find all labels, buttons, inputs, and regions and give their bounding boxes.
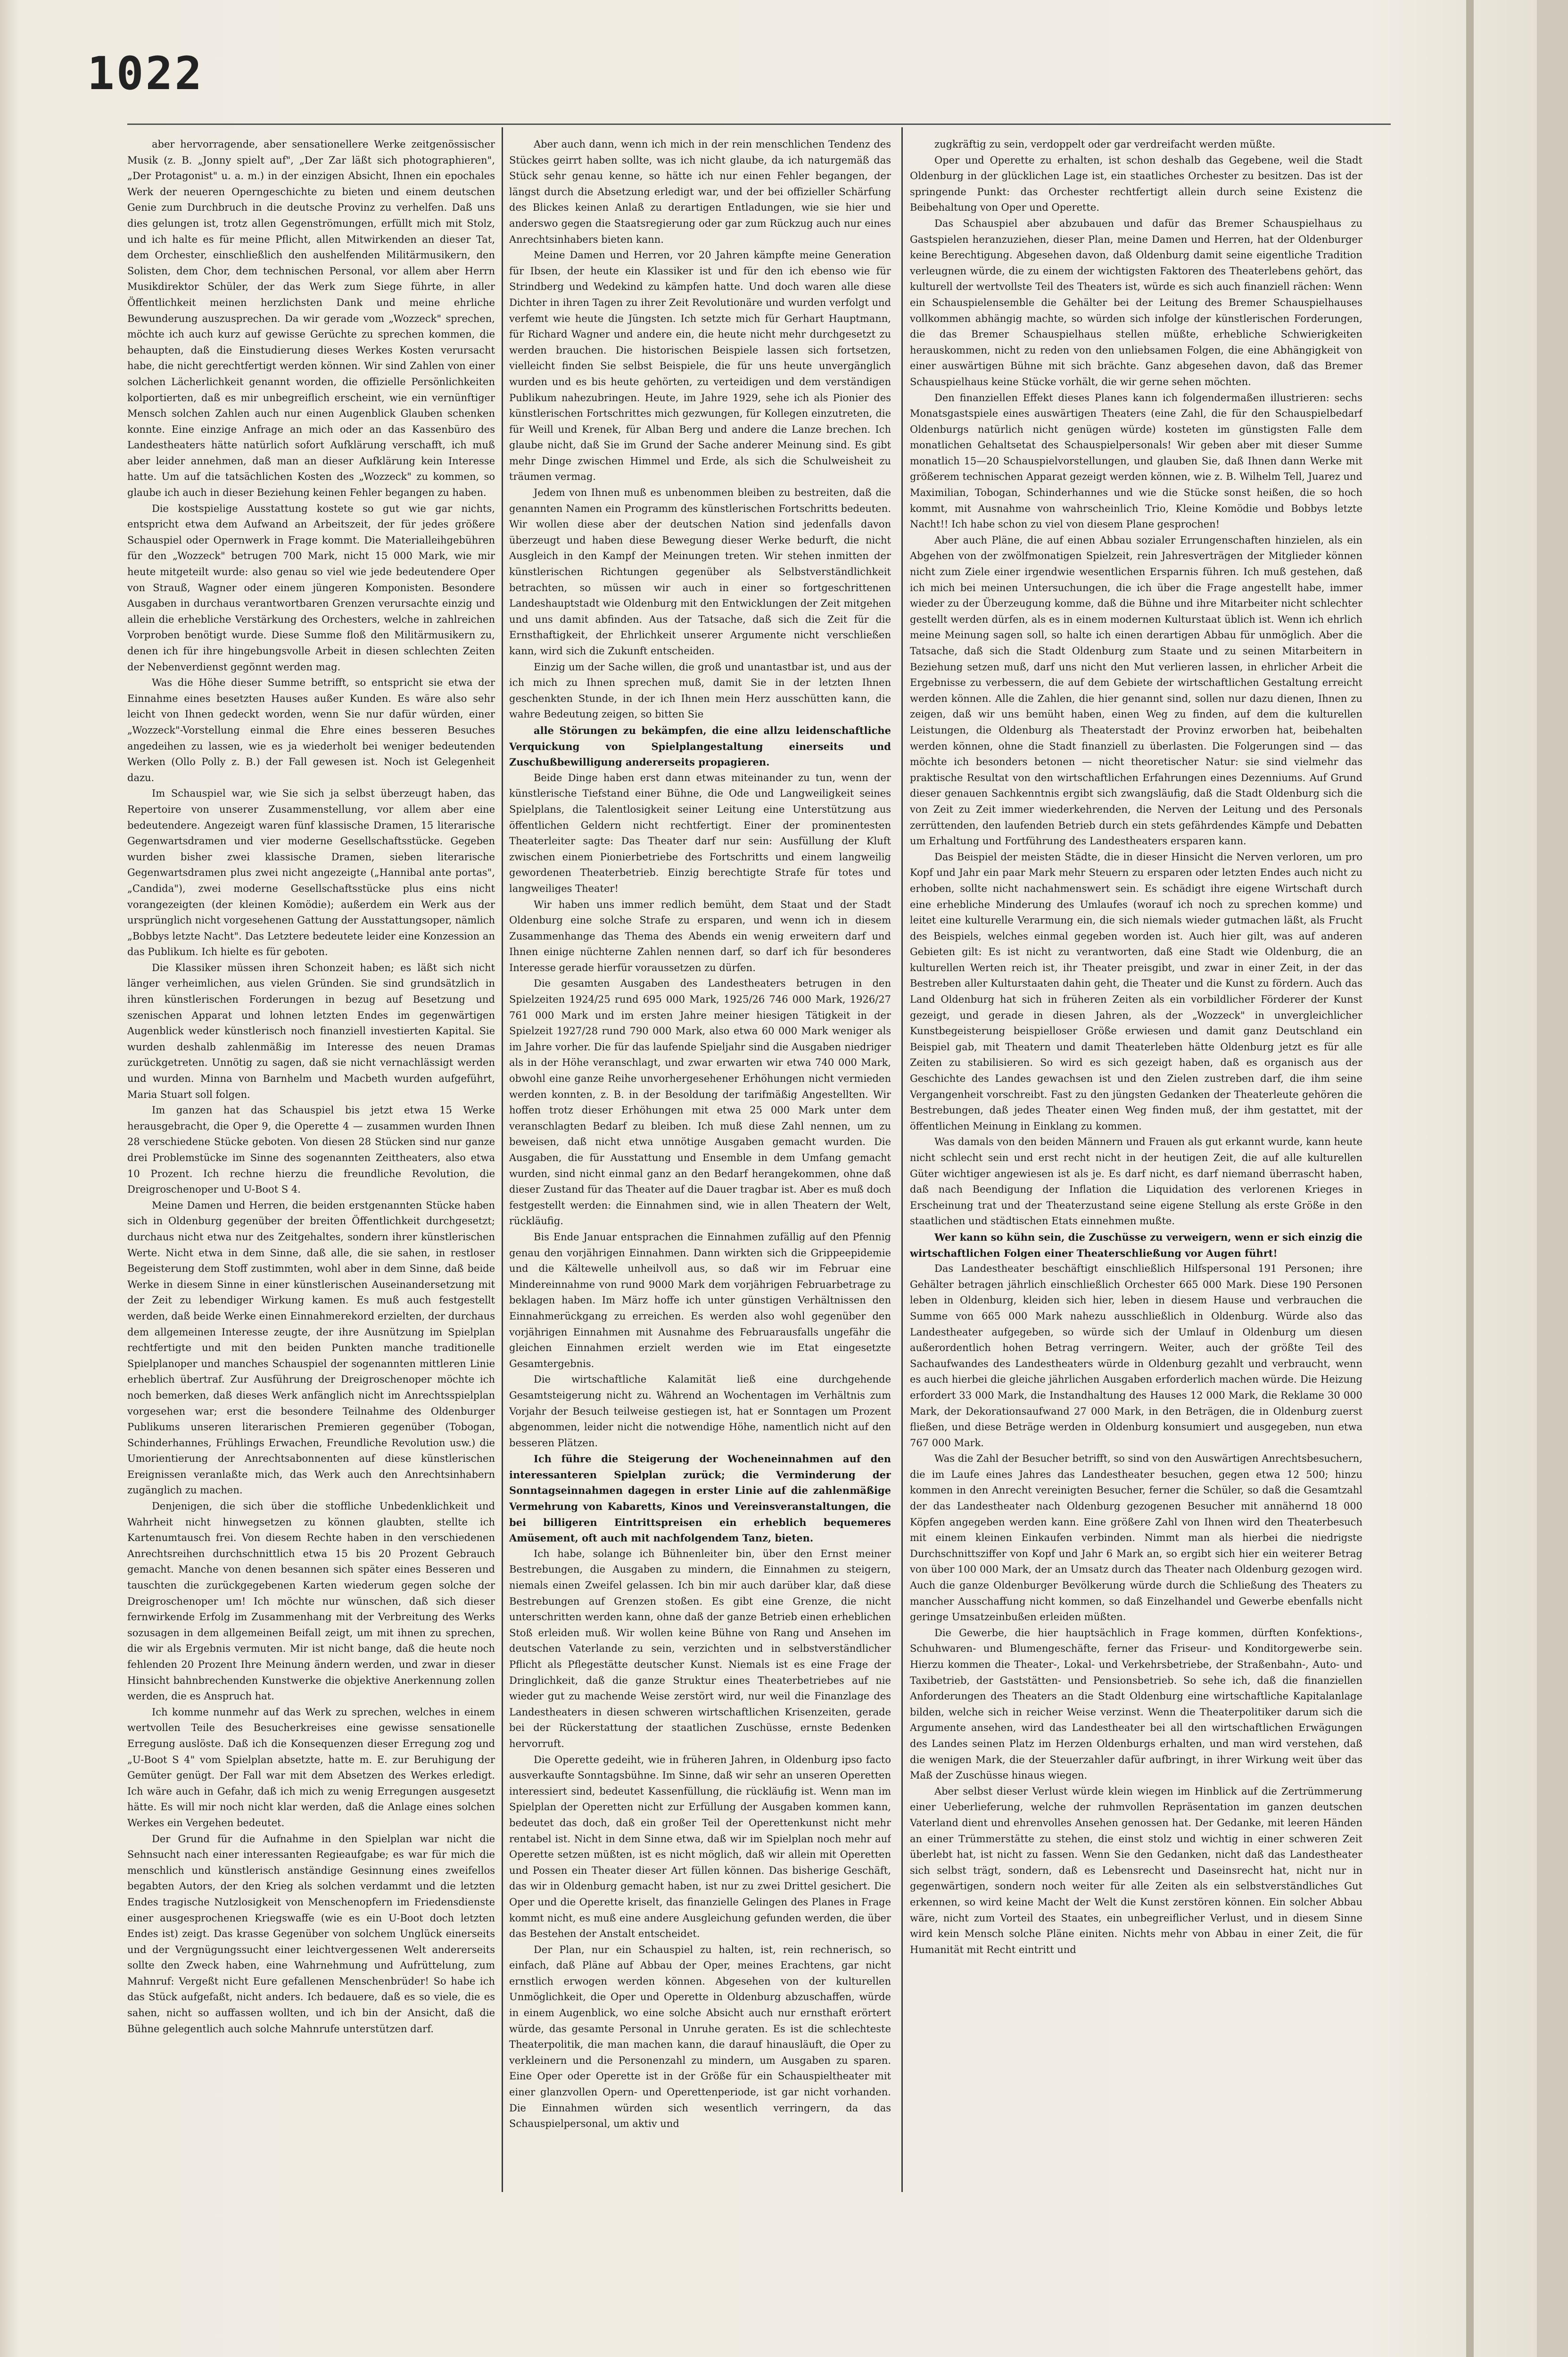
paragraph: Die Gewerbe, die hier hauptsächlich in Frage kommen, dürften Konfektions-, Schuhwaren- und Blumengeschäfte, ferner das Friseur- und Konditorgewerbe sein. Hierzu kommen die Theater-, Lokal- und Verkehrsbetriebe, der Straßenbahn-, Auto- und Taxibetrieb, der Gaststätten- und Pensionsbetrieb. So sehe ich, daß die finanziellen Anforderungen des Theaters an die Stadt Oldenburg eine wirtschaftliche Kapitalanlage bilden, welche sich in reicher Weise verzinst. Wenn die Theaterpolitiker darum sich die Argumente ansehen, wird das Landestheater bei all den wirtschaftlichen Erwägungen des Landes seinen Platz im Herzen Oldenburgs erhalten, und man wird verstehen, daß die wenigen Mark, die der Steuerzahler dafür aufbringt, in ihrer Wirkung weit über das Maß der Zuschüsse hinaus wiegen.	[910, 1627, 1362, 1781]
paragraph: Jedem von Ihnen muß es unbenommen bleiben zu bestreiten, daß die genannten Namen ein Programm des künstlerischen Fortschritts bedeuten. Wir wollen diese aber der deutschen Nation sind jedenfalls davon überzeugt und haben diese Bewegung dieser Werke bedurft, die nicht Ausgleich in den Kampf der Meinungen treten. Wir stehen inmitten der künstlerischen Richtungen gegenüber als Selbstverständlichkeit betrachten, so müssen wir auch in einer so fortgeschrittenen Landeshauptstadt wie Oldenburg mit den Entwicklungen der Zeit mitgehen und uns damit abfinden. Aus der Tatsache, daß sich die Zeit für die Ernsthaftigkeit, der Ehrlichkeit unserer Argumente nicht verschließen kann, wird sich die Zukunft entscheiden.	[509, 487, 891, 657]
paragraph: Oper und Operette zu erhalten, ist schon deshalb das Gegebene, weil die Stadt Oldenburg in der glücklichen Lage ist, ein staatliches Orchester zu besitzen. Das ist der springende Punkt: das Orchester rechtfertigt allein durch seine Existenz die Beibehaltung von Oper und Operette.	[910, 154, 1362, 214]
paragraph: Was damals von den beiden Männern und Frauen als gut erkannt wurde, kann heute nicht schlecht sein und erst recht nicht in der heutigen Zeit, die auf alle kulturellen Güter wichtiger angewiesen ist als je. Es darf nicht, es darf niemand überrascht haben, daß nach Beendigung der Inflation die Liquidation des verlorenen Krieges in Erscheinung trat und der Theaterzustand seine eigene Stellung als erste Größe in den staatlichen und städtischen Etats einnehmen mußte.	[910, 1136, 1362, 1227]
paragraph: Den finanziellen Effekt dieses Planes kann ich folgendermaßen illustrieren: sechs Monatsgastspiele eines auswärtigen Theaters (eine Zahl, die für den Schauspielbedarf Oldenburgs natürlich nicht genügen würde) kosteten im günstigsten Falle dem monatlichen Gehaltsetat des Schauspielpersonals! Wir geben aber mit dieser Summe monatlich 15—20 Schauspielvorstellungen, und glauben Sie, daß Ihnen dann Werke mit größerem technischen Apparat gezeigt werden können, wie z. B. Wilhelm Tell, Juarez und Maximilian, Tobogan, Schinderhannes und wie die Stücke sonst heißen, die so hoch kommt, mit Ausnahme von wahrscheinlich Trio, Kleine Komödie und Bobbys letzte Nacht!! Ich habe schon zu viel von diesem Plane gesprochen!	[910, 392, 1362, 530]
text-column-3	[910, 137, 1362, 2187]
column-rule	[502, 127, 503, 2192]
paragraph: Aber selbst dieser Verlust würde klein wiegen im Hinblick auf die Zertrümmerung einer Ueberlieferung, welche der ruhmvollen Repräsentation im ganzen deutschen Vaterland dient und ehrenvolles Ansehen genossen hat. Der Gedanke, mit leeren Händen an einer Trümmerstätte zu stehen, die einst stolz und wichtig in einer schweren Zeit überlebt hat, ist nicht zu fassen. Wenn Sie den Gedanken, nicht daß das Landestheater sich selbst trägt, sondern, daß es Lebensrecht und Daseinsrecht hat, nicht nur in gegenwärtigen, sondern noch weiter für alle Zeiten als ein selbstverständliches Gut erkennen, so wird keine Macht der Welt die Kunst zerstören können. Ein solcher Abbau wäre, nicht zum Vorteil des Staates, ein unbegreiflicher Verlust, und in diesem Sinne wird kein Mensch solche Pläne einiten. Nichts mehr von Abbau in einer Zeit, die für Humanität mit Recht eintritt und	[910, 1785, 1362, 1955]
paragraph: Was die Zahl der Besucher betrifft, so sind von den Auswärtigen Anrechtsbesuchern, die im Laufe eines Jahres das Landestheater besuchen, gegen etwa 12 500; hinzu kommen in den Anrecht vereinigten Besucher, ferner die Schüler, so daß die Gesamtzahl der das Landestheater nach Oldenburg gezogenen Besucher mit annähernd 18 000 Köpfen angegeben werden kann. Eine größere Zahl von Ihnen wird den Theaterbesuch mit einem kleinen Einkaufen verbinden. Nimmt man als hierbei die niedrigste Durchschnittsziffer von Kopf und Jahr 6 Mark an, so ergibt sich hier ein weiterer Betrag von über 100 000 Mark, der an Umsatz durch das Theater nach Oldenburg gezogen wird. Auch die ganze Oldenburger Bevölkerung würde durch die Schließung des Theaters zu mancher Ausschaffung nicht kommen, so daß Einzelhandel und Gewerbe ebenfalls nicht geringe Umsatzeinbußen erleiden müßten.	[910, 1453, 1362, 1623]
paragraph: Bis Ende Januar entsprachen die Einnahmen zufällig auf den Pfennig genau den vorjährigen Einnahmen. Dann wirkten sich die Grippeepidemie und die Kältewelle unheilvoll aus, so daß wir im Februar eine Mindereinnahme von rund 9000 Mark dem vorjährigen Februarbetrage zu beklagen haben. Im März hoffe ich unter günstigen Verhältnissen den Einnahmerückgang zu erreichen. Es werden also wohl gegenüber den vorjährigen Einnahmen mit Ausnahme des Februarausfalls ungefähr die gleichen Einnahmen erzielt werden wie im Etat eingesetzte Gesamtergebnis.	[509, 1231, 891, 1369]
paragraph: Wir haben uns immer redlich bemüht, dem Staat und der Stadt Oldenburg eine solche Strafe zu ersparen, und wenn ich in diesem Zusammenhange das Thema des Abends ein wenig erweitern darf und Ihnen einige nüchterne Zahlen nennen darf, so darf ich für besonderes Interesse gerade hierfür voraussetzen zu dürfen.	[509, 898, 891, 973]
page-number: 1022	[87, 47, 204, 100]
paragraph: Meine Damen und Herren, die beiden erstgenannten Stücke haben sich in Oldenburg gegenüber der breiten Öffentlichkeit durchgesetzt; durchaus nicht etwa nur des Zeitgehaltes, sondern ihrer künstlerischen Werte. Nicht etwa in dem Sinne, daß alle, die sie sahen, in restloser Begeisterung dem Stoff zustimmten, wohl aber in dem Sinne, daß beide Werke in diesem Sinne in einer künstlerischen Auseinandersetzung mit der Zeit zu lebendiger Wirkung kamen. Es muß auch festgestellt werden, daß beide Werke einen Einnahmerekord erzielten, der durchaus dem allgemeinen Interesse zeugte, der ihre Ausnützung im Spielplan rechtfertigte und mit den beiden Punkten manche traditionelle Spielplanoper und manches Schauspiel der sogenannten mittleren Linie erheblich übertraf. Zur Ausführung der Dreigroschenoper möchte ich noch bemerken, daß dieses Werk anfänglich nicht im Anrechtsspielplan vorgesehen war; erst die besondere Teilnahme des Oldenburger Publikums unseren literarischen Premieren gegenüber (Tobogan, Schinderhannes, Frühlings Erwachen, Freundliche Revolution usw.) die Umorientierung der Anrechtsabonnenten auf diese künstlerischen Ereignissen veranlaßte mich, das Werk auch den Anrechtsinhabern zugänglich zu machen.	[127, 1199, 495, 1496]
paragraph: Was die Höhe dieser Summe betrifft, so entspricht sie etwa der Einnahme eines besetzten Hauses außer Kunden. Es wäre also sehr leicht von Ihnen gedeckt worden, wenn Sie nur dafür würden, einer „Wozzeck"-Vorstellung einmal die Ehre eines besseren Besuches angedeihen zu lassen, wie es ja wiederholt bei weniger bedeutenden Werken (Ollo Polly z. B.) der Fall gewesen ist. Noch ist Gelegenheit dazu.	[127, 677, 495, 783]
paragraph: Aber auch Pläne, die auf einen Abbau sozialer Errungenschaften hinzielen, als ein Abgehen von der zwölfmonatigen Spielzeit, rein Jahresverträgen der Mitglieder können nicht zum Ziele einer irgendwie wesentlichen Ersparnis führen. Ich muß gestehen, daß ich mich bei meinen Untersuchungen, die ich über die Frage angestellt habe, immer wieder zu der Überzeugung komme, daß die Bühne und ihre Mitarbeiter nicht schlechter gestellt werden dürfen, als es in einem modernen Kulturstaat üblich ist. Wenn ich ehrlich meine Meinung sagen soll, so halte ich einen derartigen Abbau für unmöglich. Aber die Tatsache, daß sich die Stadt Oldenburg zum Staate und zu seinen Mitarbeitern in Beziehung setzen muß, darf uns nicht den Mut verlieren lassen, in ehrlicher Arbeit die Ergebnisse zu verbessern, die auf dem Gebiete der wirtschaftlichen Gestaltung erreicht werden können. Alle die Zahlen, die hier genannt sind, sollen nur dazu dienen, Ihnen zu zeigen, daß wir uns bemüht haben, einen Weg zu finden, auf dem die kulturellen Leistungen, die Oldenburg als Theaterstadt der Provinz erworben hat, beibehalten werden können, ohne die Stadt finanziell zu überlasten. Die Folgerungen sind — das möchte ich besonders betonen — nicht theoretischer Natur: sie sind vielmehr das praktische Resultat von den wirtschaftlichen Erfahrungen eines Dezenniums. Auf Grund dieser genauen Sachkenntnis ergibt sich zwangsläufig, daß die Stadt Oldenburg sich die von Zeit zu Zeit immer wiederkehrenden, die Nerven der Leitung und des Personals zerrüttenden, den laufenden Betrieb durch ein stets gefährdendes Kämpfe und Debatten um Erhaltung und Fortführung des Landestheaters ersparen kann.	[910, 534, 1362, 847]
column-rule	[901, 127, 903, 2192]
paragraph: Im Schauspiel war, wie Sie sich ja selbst überzeugt haben, das Repertoire von unserer Zusammenstellung, vor allem aber eine bedeutendere. Angezeigt waren fünf klassische Dramen, 15 literarische Gegenwartsdramen und vier moderne Gesellschaftsstücke. Gegeben wurden bisher zwei klassische Dramen, sieben literarische Gegenwartsdramen plus zwei nicht angezeigte („Hannibal ante portas", „Candida"), zwei moderne Gesellschaftsstücke plus eins nicht vorangezeigten (der kleinen Komödie); außerdem ein Werk aus der ursprünglich nicht vorgesehenen Gattung der Ausstattungsoper, nämlich „Bobbys letzte Nacht". Das Letztere bedeutete leider eine Konzession an das Publikum. Ich hielte es für geboten.	[127, 788, 495, 958]
paragraph: Ich komme nunmehr auf das Werk zu sprechen, welches in einem wertvollen Teile des Besucherkreises eine gewisse sensationelle Erregung auslöste. Daß ich die Konsequenzen dieser Erregung zog und „U-Boot S 4" vom Spielplan absetzte, hatte m. E. zur Beruhigung der Gemüter genügt. Der Fall war mit dem Absetzen des Werkes erledigt. Ich wäre auch in Gefahr, daß ich mich zu wenig Erregungen ausgesetzt hätte. Es will mir noch nicht klar werden, daß die Anlage eines solchen Werkes ein Vergehen bedeutet.	[127, 1706, 495, 1829]
paragraph: Ich führe die Steigerung der Wocheneinnahmen auf den interessanteren Spielplan zurück; die Verminderung der Sonntagseinnahmen dagegen in erster Linie auf die zahlenmäßige Vermehrung von Kabaretts, Kinos und Vereinsveranstaltungen, die bei billigeren Eintrittspreisen ein erheblich bequemeres Amüsement, oft auch mit nachfolgendem Tanz, bieten.	[509, 1453, 891, 1544]
paragraph: Die kostspielige Ausstattung kostete so gut wie gar nichts, entspricht etwa dem Aufwand an Arbeitszeit, der für jedes größere Schauspiel oder Opernwerk in Frage kommt. Die Materialleihgebühren für den „Wozzeck" betrugen 700 Mark, nicht 15 000 Mark, wie mir heute mitgeteilt wurde: also genau so viel wie jede bedeutendere Oper von Strauß, Wagner oder einem jüngeren Komponisten. Besondere Ausgaben in durchaus verantwortbaren Grenzen verursachte einzig und allein die erhebliche Verstärkung des Orchesters, welche in zahlreichen Vorproben benötigt wurde. Diese Summe floß den Militärmusikern zu, denen ich für ihre hingebungsvolle Arbeit in diesen schlechten Zeiten der Nebenverdienst gegönnt werden mag.	[127, 503, 495, 673]
paragraph: alle Störungen zu bekämpfen, die eine allzu leidenschaftliche Verquickung von Spielplangestaltung einerseits und Zuschußbewilligung andererseits propagieren.	[509, 724, 891, 768]
paragraph: Wer kann so kühn sein, die Zuschüsse zu verweigern, wenn er sich einzig die wirtschaftlichen Folgen einer Theaterschließung vor Augen führt!	[910, 1231, 1362, 1259]
paragraph: Einzig um der Sache willen, die groß und unantastbar ist, und aus der ich mich zu Ihnen sprechen muß, damit Sie in der letzten Ihnen geschenkten Stunde, in der ich Ihnen mein Herz ausschütten kann, die wahre Bedeutung zeigen, so bitten Sie	[509, 661, 891, 720]
header-rule	[127, 124, 1391, 125]
paragraph: Der Grund für die Aufnahme in den Spielplan war nicht die Sehnsucht nach einer interessanten Regieaufgabe; es war für mich die menschlich und künstlerisch anständige Gesinnung eines zweifellos begabten Autors, der den Krieg als solchen verdammt und die letzten Endes tragische Nutzlosigkeit von Menschenopfern im Friedensdienste einer ausgesprochenen Kriegswaffe (wie es ein U-Boot doch letzten Endes ist) zeigt. Das krasse Gegenüber von solchem Unglück einerseits und der Vergnügungssucht einer leichtvergessenen Welt andererseits sollte den Zweck haben, eine Wahrnehmung und Aufrüttelung, zum Mahnruf: Vergeßt nicht Eure gefallenen Menschenbrüder! So habe ich das Stück aufgefaßt, nicht anders. Ich bedauere, daß es so viele, die es sahen, nicht so auffassen wollten, und ich bin der Ansicht, daß die Bühne gelegentlich auch solche Mahnrufe unterstützen darf.	[127, 1833, 495, 2035]
paragraph: Meine Damen und Herren, vor 20 Jahren kämpfte meine Generation für Ibsen, der heute ein Klassiker ist und für den ich ebenso wie für Strindberg und Wedekind zu kämpfen hatte. Und doch waren alle diese Dichter in ihren Tagen zu ihrer Zeit Revolutionäre und wurden verfolgt und verfemt wie heute die Jüngsten. Ich setzte mich für Gerhart Hauptmann, für Richard Wagner und andere ein, die heute nicht mehr durchgesetzt zu werden brauchen. Die historischen Beispiele lassen sich fortsetzen, vielleicht finden Sie selbst Beispiele, die für uns heute unvergänglich wurden und es bis heute gehörten, zu verteidigen und dem verständigen Publikum nahezubringen. Heute, im Jahre 1929, sehe ich als Pionier des künstlerischen Fortschrittes mich gezwungen, für Kollegen einzutreten, die für Weill und Krenek, für Alban Berg und andere die Lanze brechen. Ich glaube nicht, daß Sie im Grund der Sache anderer Meinung sind. Es gibt mehr Dinge zwischen Himmel und Erde, als sich die Schulweisheit zu träumen vermag.	[509, 249, 891, 483]
paragraph: Das Schauspiel aber abzubauen und dafür das Bremer Schauspielhaus zu Gastspielen heranzuziehen, dieser Plan, meine Damen und Herren, hat der Oldenburger keine Berechtigung. Abgesehen davon, daß Oldenburg damit seine eigentliche Tradition verleugnen würde, die zu einem der wichtigsten Faktoren des Theaterlebens gehört, das kulturell der wertvollste Teil des Theaters ist, würde es sich auch finanziell rächen: Wenn ein Schauspielensemble die Gehälter bei der Leitung des Bremer Schauspielhauses vollkommen abhängig machte, so würden sich infolge der künstlerischen Forderungen, die das Bremer Schauspielhaus stellen müßte, erhebliche Schwierigkeiten herauskommen, nicht zu reden von den unliebsamen Folgen, die eine Abhängigkeit von einer auswärtigen Bühne mit sich brächte. Ganz abgesehen davon, daß das Bremer Schauspielhaus keine Stücke vorhält, die wir gerne sehen möchten.	[910, 217, 1362, 387]
paragraph: Das Landestheater beschäftigt einschließlich Hilfspersonal 191 Personen; ihre Gehälter betragen jährlich einschließlich Orchester 665 000 Mark. Diese 190 Personen leben in Oldenburg, kleiden sich hier, leben in diesem Hause und verbrauchen die Summe von 665 000 Mark nahezu ausschließlich in Oldenburg. Würde also das Landestheater aufgegeben, so würde sich der Umlauf in Oldenburg um diesen außerordentlich hohen Betrag verringern. Weiter, auch der größte Teil des Sachaufwandes des Landestheaters würde in Oldenburg gezahlt und verbraucht, wenn es auch hierbei die gleiche jährlichen Ausgaben erforderlich machen würde. Die Heizung erfordert 33 000 Mark, die Instandhaltung des Hauses 12 000 Mark, die Reklame 30 000 Mark, der Dekorationsaufwand 27 000 Mark, in den Beträgen, die in Oldenburg zuerst fließen, und diese Beträge werden in Oldenburg konsumiert und ausgegeben, nun etwa 767 000 Mark.	[910, 1263, 1362, 1449]
paragraph: Beide Dinge haben erst dann etwas miteinander zu tun, wenn der künstlerische Tiefstand einer Bühne, die Ode und Langweiligkeit seines Spielplans, die Talentlosigkeit seiner Leitung eine Unterstützung aus öffentlichen Geldern nicht rechtfertigt. Einer der prominentesten Theaterleiter sagte: Das Theater darf nur sein: Ausfüllung der Kluft zwischen einem Pionierbetriebe des Fortschritts und einem langweilig gewordenen Theaterbetrieb. Einzig berechtigte Strafe für totes und langweiliges Theater!	[509, 772, 891, 894]
page-margin	[1537, 0, 1568, 2357]
paragraph: Das Beispiel der meisten Städte, die in dieser Hinsicht die Nerven verloren, um pro Kopf und Jahr ein paar Mark mehr Steuern zu ersparen oder letzten Endes auch nicht zu erhoben, sollte nicht nachahmenswert sein. Es schädigt ihre eigene Wirtschaft durch eine erhebliche Minderung des Umlaufes (worauf ich noch zu sprechen komme) und leitet eine kulturelle Verarmung ein, die sich niemals wieder gutmachen läßt, als Frucht des Beispiels, welches einmal gegeben worden ist. Auch hier gilt, was auf anderen Gebieten gilt: Es ist nicht zu verantworten, daß eine Stadt wie Oldenburg, die an kulturellen Werten reich ist, ihr Theater preisgibt, und zwar in einer Zeit, in der das Bestreben aller Kulturstaaten dahin geht, die Theater und die Kunst zu fördern. Auch das Land Oldenburg hat sich in früheren Zeiten als ein vorbildlicher Förderer der Kunst gezeigt, und gerade in diesen Jahren, als der „Wozzeck" in unvergleichlicher Kunstbegeisterung beispielloser Größe erwiesen und damit ganz Deutschland ein Beispiel gab, mit Theatern und damit Theaterleben hätte Oldenburg jetzt es für alle Zeiten zu stabilisieren. So wird es sich gezeigt haben, daß es organisch aus der Geschichte des Landes gewachsen ist und den Zielen zustreben darf, die ihm seine Vergangenheit vorschreibt. Fast zu den jüngsten Gedanken der Theaterleute gehören die Bestrebungen, daß jedes Theater einen Weg finden muß, der ihm gestattet, mit der öffentlichen Meinung in Einklang zu kommen.	[910, 851, 1362, 1132]
text-column-2	[509, 137, 891, 2187]
paragraph: Im ganzen hat das Schauspiel bis jetzt etwa 15 Werke herausgebracht, die Oper 9, die Operette 4 — zusammen wurden Ihnen 28 verschiedene Stücke geboten. Von diesen 28 Stücken sind nur ganze drei Problemstücke im Sinne des sogenannten Zeittheaters, also etwa 10 Prozent. Ich rechne hierzu die freundliche Revolution, die Dreigroschenoper und U-Boot S 4.	[127, 1104, 495, 1195]
paragraph: Die Klassiker müssen ihren Schonzeit haben; es läßt sich nicht länger verheimlichen, aus vielen Gründen. Sie sind grundsätzlich in ihren künstlerischen Forderungen in bezug auf Besetzung und szenischen Apparat und lohnen letzten Endes im gegenwärtigen Augenblick weder künstlerisch noch finanziell investierten Kapital. Sie wurden deshalb zahlenmäßig im Interesse des neuen Dramas zurückgetreten. Unnötig zu sagen, daß sie nicht vernachlässigt werden und wurden. Minna von Barnhelm und Macbeth wurden aufgeführt, Maria Stuart soll folgen.	[127, 962, 495, 1100]
paragraph: Denjenigen, die sich über die stoffliche Unbedenklichkeit und Wahrheit nicht hinwegsetzen zu können glaubten, stellte ich Kartenumtausch frei. Von diesem Rechte haben in den verschiedenen Anrechtsreihen durchschnittlich etwa 15 bis 20 Prozent Gebrauch gemacht. Manche von denen besannen sich später eines Besseren und tauschten die zurückgegebenen Karten wiederum gegen solche der Dreigroschenoper um! Ich möchte nur wünschen, daß sich dieser fernwirkende Erfolg im Zusammenhang mit der Verbreitung des Werks sozusagen in dem allgemeinen Beifall zeigt, um mit ihnen zu sprechen, die wir als Ergebnis vermuten. Mir ist nicht bange, daß die heute noch fehlenden 20 Prozent Ihre Meinung ändern werden, und zwar in dieser Hinsicht bahnbrechenden Kunstwerke die objektive Anerkennung zollen werden, die es Anspruch hat.	[127, 1500, 495, 1702]
paragraph: zugkräftig zu sein, verdoppelt oder gar verdreifacht werden müßte.	[934, 139, 1276, 150]
paragraph: aber hervorragende, aber sensationellere Werke zeitgenössischer Musik (z. B. „Jonny spielt auf", „Der Zar läßt sich photographieren", „Der Protagonist" u. a. m.) in der einzigen Absicht, Ihnen ein epochales Werk der neueren Operngeschichte zu bieten und einem deutschen Genie zum Durchbruch in die deutsche Provinz zu verhelfen. Daß uns dies gelungen ist, trotz allen Gegenströmungen, erfüllt mich mit Stolz, und ich halte es für meine Pflicht, allen Mitwirkenden an dieser Tat, dem Orchester, einschließlich den aushelfenden Militärmusikern, den Solisten, dem Chor, dem technischen Personal, vor allem aber Herrn Musikdirektor Schüler, der das Werk zum Siege führte, in aller Öffentlichkeit meinen herzlichsten Dank und meine ehrliche Bewunderung auszusprechen. Da wir gerade vom „Wozzeck" sprechen, möchte ich auch kurz auf gewisse Gerüchte zu sprechen kommen, die behaupten, daß die Einstudierung dieses Werkes Kosten verursacht habe, die nicht gerechtfertigt werden können. Wir sind Zahlen von einer solchen Lächerlichkeit genannt worden, die offizielle Persönlichkeiten kolportierten, daß es mir unbegreiflich erscheint, wie ein vernünftiger Mensch solchen Zahlen auch nur einen Augenblick Glauben schenken konnte. Eine einzige Anfrage an mich oder an das Kassenbüro des Landestheaters hätte natürlich sofort Aufklärung verschafft, ich muß aber leider annehmen, daß man an dieser Aufklärung kein Interesse hatte. Um auf die tatsächlichen Kosten des „Wozzeck" zu kommen, so glaube ich auch in dieser Beziehung keinen Fehler begangen zu haben.	[127, 139, 495, 499]
paragraph: Die Operette gedeiht, wie in früheren Jahren, in Oldenburg ipso facto ausverkaufte Sonntagsbühne. Im Sinne, daß wir sehr an unseren Operetten interessiert sind, bedeutet Kassenfüllung, die rückläufig ist. Wenn man im Spielplan der Operetten nicht zur Erfüllung der Ausgaben kommen kann, bedeutet das doch, daß ein großer Teil der Operettenkunst nicht mehr rentabel ist. Nicht in dem Sinne etwa, daß wir im Spielplan noch mehr auf Operette setzen müßten, ist es nicht möglich, daß wir allein mit Operetten und Possen ein Theater dieser Art füllen können. Das bisherige Geschäft, das wir in Oldenburg gemacht haben, ist nur zu zwei Drittel gesichert. Die Oper und die Operette kriselt, das finanzielle Gelingen des Planes in Frage kommt nicht, es muß eine andere Ausgleichung gefunden werden, die über das Bestehen der Anstalt entscheidet.	[509, 1754, 891, 1940]
paragraph: Der Plan, nur ein Schauspiel zu halten, ist, rein rechnerisch, so einfach, daß Pläne auf Abbau der Oper, meines Erachtens, gar nicht ernstlich erwogen werden können. Abgesehen von der kulturellen Unmöglichkeit, die Oper und Operette in Oldenburg abzuschaffen, würde in einem Augenblick, wo eine solche Absicht auch nur ernsthaft erörtert würde, das gesamte Personal in Unruhe geraten. Es ist die schlechteste Theaterpolitik, die man machen kann, die darauf hinausläuft, die Oper zu verkleinern und die Personenzahl zu mindern, um Ausgaben zu sparen. Eine Oper oder Operette ist in der Größe für ein Schauspieltheater mit einer glanzvollen Opern- und Operettenperiode, ist gar nicht vorhanden. Die Einnahmen würden sich wesentlich verringern, da das Schauspielpersonal, um aktiv und	[509, 1944, 891, 2130]
page-edge	[1466, 0, 1474, 2357]
paragraph: Ich habe, solange ich Bühnenleiter bin, über den Ernst meiner Bestrebungen, die Ausgaben zu mindern, die Einnahmen zu steigern, niemals einen Zweifel gelassen. Ich bin mir auch darüber klar, daß diese Bestrebungen auf Grenzen stoßen. Es gibt eine Grenze, die nicht unterschritten werden kann, ohne daß der ganze Betrieb einen erheblichen Stoß erleiden muß. Wir wollen keine Bühne von Rang und Ansehen im deutschen Vaterlande zu sein, verzichten und in selbstverständlicher Pflicht als Pflegestätte deutscher Kunst. Niemals ist es eine Frage der Dringlichkeit, daß die ganze Struktur eines Theaterbetriebes auf nie wieder gut zu machende Weise zerstört wird, nur weil die Finanzlage des Landestheaters in diesen schweren wirtschaftlichen Krisenzeiten, gerade bei der Rückerstattung der staatlichen Zuschüsse, ernste Bedenken hervorruft.	[509, 1548, 891, 1749]
paragraph: Aber auch dann, wenn ich mich in der rein menschlichen Tendenz des Stückes geirrt haben sollte, was ich nicht glaube, da ich naturgemäß das Stück sehr genau kenne, so hätte ich nur einen Fehler begangen, der längst durch die Absetzung erledigt war, und der bei offizieller Schärfung des Blickes keinen Anlaß zu derartigen Entladungen, wie sie hier und anderswo gegen die Staatsregierung oder gar zum Rückzug auch nur eines Anrechtsinhabers bieten kann.	[509, 139, 891, 245]
paragraph: Die gesamten Ausgaben des Landestheaters betrugen in den Spielzeiten 1924/25 rund 695 000 Mark, 1925/26 746 000 Mark, 1926/27 761 000 Mark und im ersten Jahre meiner hiesigen Tätigkeit in der Spielzeit 1927/28 rund 790 000 Mark, also etwa 60 000 Mark weniger als im Jahre vorher. Die für das laufende Spieljahr sind die Ausgaben niedriger als in der Höhe veranschlagt, und zwar erwarten wir etwa 740 000 Mark, obwohl eine ganze Reihe unvorhergesehener Erhöhungen nicht vermieden werden konnten, z. B. in der Besoldung der tarifmäßig Angestellten. Wir hoffen trotz dieser Erhöhungen mit etwa 25 000 Mark unter dem veranschlagten Bedarf zu bleiben. Ich muß diese Zahl nennen, um zu beweisen, daß nicht etwa unnötige Ausgaben gemacht wurden. Die Ausgaben, die für Ausstattung und Ensemble in dem Umfang gemacht wurden, sind nicht einmal ganz an den Bedarf herangekommen, ohne daß dieser Zustand für das Theater auf die Dauer tragbar ist. Aber es muß doch festgestellt werden: die Einnahmen sind, wie in allen Theatern der Welt, rückläufig.	[509, 978, 891, 1227]
paragraph: Die wirtschaftliche Kalamität ließ eine durchgehende Gesamtsteigerung nicht zu. Während an Wochentagen im Verhältnis zum Vorjahr der Besuch teilweise gestiegen ist, hat er Sonntagen um Prozent abgenommen, leider nicht die notwendige Höhe, namentlich nicht auf den besseren Plätzen.	[509, 1374, 891, 1449]
text-column-1	[127, 137, 495, 2187]
